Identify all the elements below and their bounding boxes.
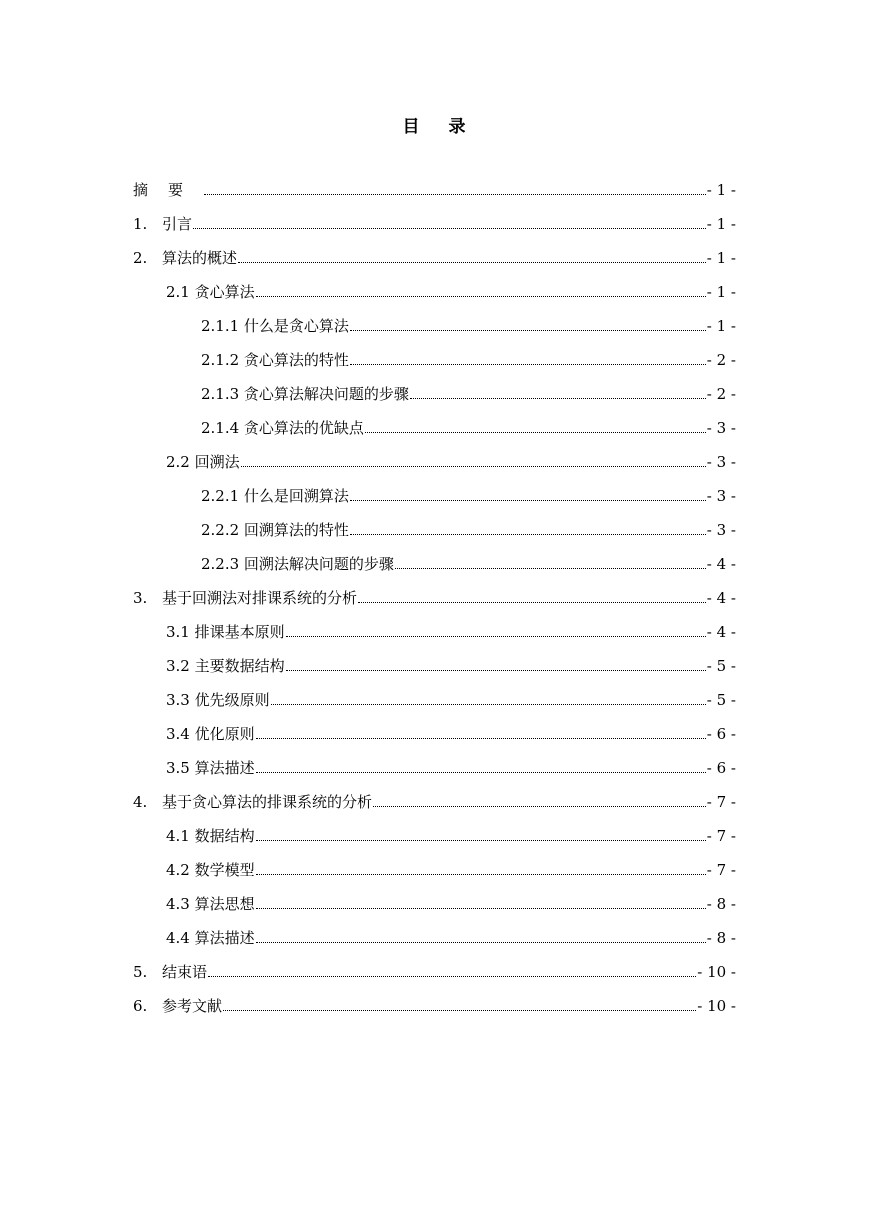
toc-entry[interactable] xyxy=(201,312,736,336)
toc-entry[interactable] xyxy=(166,618,736,642)
toc-leader-dots xyxy=(241,465,706,467)
toc-leader-dots xyxy=(204,193,706,195)
toc-entry-page: - 1 - xyxy=(706,249,736,267)
toc-leader-dots xyxy=(395,567,706,569)
toc-entry-label: 2.1.1 什么是贪心算法 xyxy=(201,317,349,335)
toc-entry-page: - 7 - xyxy=(706,827,736,845)
toc-entry-label: 2.1 贪心算法 xyxy=(166,283,255,301)
toc-entry[interactable] xyxy=(166,856,736,880)
toc-entry-page: - 4 - xyxy=(706,555,736,573)
toc-entry[interactable] xyxy=(201,482,736,506)
toc-entry-number: 5. xyxy=(133,963,148,981)
toc-entry-page: - 1 - xyxy=(706,215,736,233)
toc-entry-label: 引言 xyxy=(162,215,193,233)
toc-entry[interactable] xyxy=(201,346,736,370)
toc-entry-label: 2.2.3 回溯法解决问题的步骤 xyxy=(201,555,394,573)
toc-entry-label: 结束语 xyxy=(162,963,208,981)
toc-leader-dots xyxy=(256,873,706,875)
toc-leader-dots xyxy=(256,907,706,909)
toc-entry-page: - 3 - xyxy=(706,487,736,505)
toc-entry-page: - 1 - xyxy=(706,283,736,301)
toc-entry-page: - 1 - xyxy=(706,181,736,199)
toc-entry[interactable] xyxy=(133,584,736,608)
toc-entry-label: 3.1 排课基本原则 xyxy=(166,623,285,641)
toc-leader-dots xyxy=(256,771,706,773)
toc-entry-number: 6. xyxy=(133,997,148,1015)
toc-leader-dots xyxy=(286,635,706,637)
toc-entry[interactable] xyxy=(133,210,736,234)
toc-leader-dots xyxy=(350,363,706,365)
toc-entry-label: 2.2.1 什么是回溯算法 xyxy=(201,487,349,505)
toc-entry-label: 参考文献 xyxy=(162,997,223,1015)
toc-entry-label: 3.2 主要数据结构 xyxy=(166,657,285,675)
toc-leader-dots xyxy=(373,805,706,807)
toc-entry[interactable] xyxy=(133,788,736,812)
toc-leader-dots xyxy=(256,737,706,739)
toc-leader-dots xyxy=(208,975,696,977)
toc-entry-page: - 4 - xyxy=(706,623,736,641)
toc-entry-label: 2.1.3 贪心算法解决问题的步骤 xyxy=(201,385,409,403)
toc-entry-number: 2. xyxy=(133,249,148,267)
toc-entry-label: 基于贪心算法的排课系统的分析 xyxy=(162,793,373,811)
toc-entry-label: 3.3 优先级原则 xyxy=(166,691,270,709)
toc-entry[interactable] xyxy=(166,924,736,948)
toc-entry[interactable] xyxy=(166,822,736,846)
toc-leader-dots xyxy=(350,533,706,535)
toc-leader-dots xyxy=(410,397,706,399)
toc-entry-number: 3. xyxy=(133,589,148,607)
toc-entry[interactable] xyxy=(133,176,736,200)
toc-entry-page: - 2 - xyxy=(706,351,736,369)
toc-entry-label: 基于回溯法对排课系统的分析 xyxy=(162,589,358,607)
toc-title-char-1: 目 xyxy=(402,117,421,137)
toc-entry-label: 4.2 数学模型 xyxy=(166,861,255,879)
toc-title xyxy=(0,112,869,137)
toc-entry-page: - 3 - xyxy=(706,521,736,539)
toc-entry-page: - 3 - xyxy=(706,453,736,471)
toc-leader-dots xyxy=(350,499,706,501)
toc-entry-page: - 8 - xyxy=(706,929,736,947)
toc-entry-page: - 6 - xyxy=(706,725,736,743)
toc-leader-dots xyxy=(238,261,706,263)
toc-entry[interactable] xyxy=(201,380,736,404)
toc-leader-dots xyxy=(256,941,706,943)
toc-leader-dots xyxy=(286,669,706,671)
toc-leader-dots xyxy=(365,431,706,433)
toc-entry-label: 3.5 算法描述 xyxy=(166,759,255,777)
toc-leader-dots xyxy=(193,227,706,229)
toc-leader-dots xyxy=(358,601,706,603)
toc-entry-page: - 5 - xyxy=(706,691,736,709)
toc-entry-page: - 6 - xyxy=(706,759,736,777)
toc-entry[interactable] xyxy=(201,550,736,574)
toc-leader-dots xyxy=(256,295,706,297)
toc-entry-page: - 10 - xyxy=(697,963,736,981)
toc-entry[interactable] xyxy=(166,754,736,778)
toc-entry-page: - 7 - xyxy=(706,793,736,811)
toc-entry-number: 4. xyxy=(133,793,148,811)
toc-entry-page: - 8 - xyxy=(706,895,736,913)
toc-leader-dots xyxy=(223,1009,696,1011)
toc-entry-label: 摘要 xyxy=(133,181,204,199)
toc-entry-number: 1. xyxy=(133,215,148,233)
toc-title-char-2: 录 xyxy=(448,117,467,137)
toc-entry[interactable] xyxy=(166,448,736,472)
toc-entry[interactable] xyxy=(133,244,736,268)
toc-entry[interactable] xyxy=(201,516,736,540)
toc-entry-label: 4.4 算法描述 xyxy=(166,929,255,947)
toc-entry-label: 4.3 算法思想 xyxy=(166,895,255,913)
toc-entry-page: - 4 - xyxy=(706,589,736,607)
toc-entry[interactable] xyxy=(133,992,736,1016)
toc-entry-label: 算法的概述 xyxy=(162,249,238,267)
toc-entry[interactable] xyxy=(201,414,736,438)
toc-entry[interactable] xyxy=(166,890,736,914)
toc-leader-dots xyxy=(350,329,706,331)
toc-leader-dots xyxy=(271,703,706,705)
toc-entry-label: 2.2.2 回溯算法的特性 xyxy=(201,521,349,539)
toc-entry-label: 4.1 数据结构 xyxy=(166,827,255,845)
toc-entry-label: 2.1.4 贪心算法的优缺点 xyxy=(201,419,364,437)
toc-entry-label: 3.4 优化原则 xyxy=(166,725,255,743)
toc-entry-label: 2.1.2 贪心算法的特性 xyxy=(201,351,349,369)
toc-entry[interactable] xyxy=(166,652,736,676)
toc-entry-page: - 10 - xyxy=(697,997,736,1015)
toc-entry-page: - 2 - xyxy=(706,385,736,403)
toc-entry[interactable] xyxy=(166,686,736,710)
toc-leader-dots xyxy=(256,839,706,841)
toc-entry[interactable] xyxy=(166,278,736,302)
toc-entry[interactable] xyxy=(133,958,736,982)
toc-entry-page: - 7 - xyxy=(706,861,736,879)
toc-entry[interactable] xyxy=(166,720,736,744)
toc-entry-page: - 5 - xyxy=(706,657,736,675)
toc-entry-label: 2.2 回溯法 xyxy=(166,453,240,471)
toc-entry-page: - 3 - xyxy=(706,419,736,437)
toc-entry-page: - 1 - xyxy=(706,317,736,335)
